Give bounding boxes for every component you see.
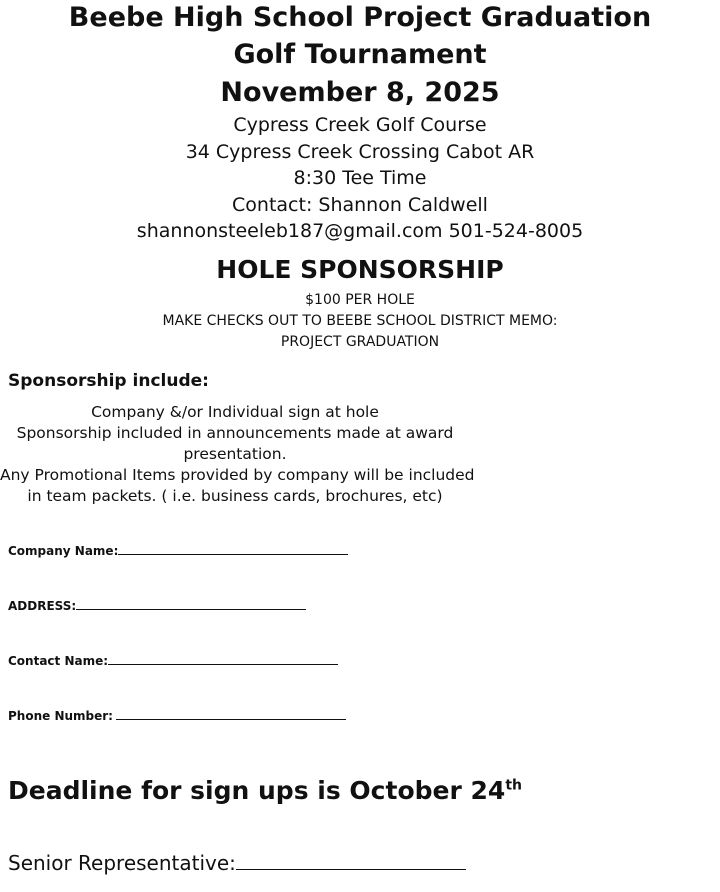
benefit-line: Company &/or Individual sign at hole xyxy=(91,403,379,421)
phone-number-blank[interactable] xyxy=(116,709,346,720)
deadline-text: Deadline for sign ups is October 24 xyxy=(8,776,506,805)
checks-instruction-2: PROJECT GRADUATION xyxy=(280,334,440,350)
sponsorship-heading: HOLE SPONSORSHIP xyxy=(216,255,504,284)
address-blank[interactable] xyxy=(76,599,306,610)
contact-name-blank[interactable] xyxy=(108,654,338,665)
benefit-line: in team packets. ( i.e. business cards, brochures, etc) xyxy=(27,487,443,505)
venue-address: 34 Cypress Creek Crossing Cabot AR xyxy=(185,141,535,163)
address-field[interactable] xyxy=(8,599,306,613)
contact-name-field[interactable] xyxy=(8,654,338,668)
benefit-line: presentation. xyxy=(183,445,287,463)
address-label: ADDRESS: xyxy=(8,599,77,613)
event-date: November 8, 2025 xyxy=(220,77,500,108)
checks-instruction-1: MAKE CHECKS OUT TO BEEBE SCHOOL DISTRICT MEMO: xyxy=(162,313,558,329)
company-name-field[interactable] xyxy=(8,544,348,558)
senior-representative-blank[interactable] xyxy=(236,855,466,870)
benefit-line: Sponsorship included in announcements made at award xyxy=(16,424,454,442)
venue-name: Cypress Creek Golf Course xyxy=(233,114,487,136)
deadline-notice xyxy=(8,776,522,805)
benefit-line: Any Promotional Items provided by company will be included xyxy=(0,466,475,484)
senior-representative-field[interactable] xyxy=(8,851,466,875)
tee-time: 8:30 Tee Time xyxy=(293,167,427,189)
contact-name: Contact: Shannon Caldwell xyxy=(232,194,488,216)
deadline-suffix: th xyxy=(505,777,522,794)
phone-number-label: Phone Number: xyxy=(8,709,113,723)
title-line-2: Golf Tournament xyxy=(233,39,487,70)
company-name-blank[interactable] xyxy=(118,544,348,555)
contact-details: shannonsteeleb187@gmail.com 501-524-8005 xyxy=(136,220,584,242)
title-line-1: Beebe High School Project Graduation xyxy=(68,2,652,33)
contact-name-label: Contact Name: xyxy=(8,654,109,668)
phone-number-field[interactable] xyxy=(8,709,346,723)
company-name-label: Company Name: xyxy=(8,544,119,558)
senior-representative-label: Senior Representative: xyxy=(8,851,236,875)
sponsorship-price: $100 PER HOLE xyxy=(305,292,415,308)
includes-heading: Sponsorship include: xyxy=(8,371,209,391)
